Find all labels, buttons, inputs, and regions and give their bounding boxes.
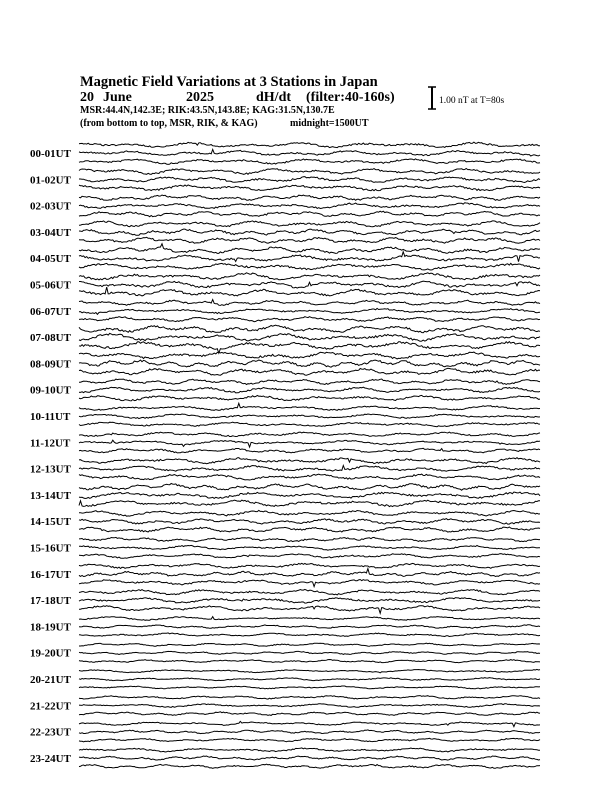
trace-kag (79, 458, 540, 464)
quantity-label: dH/dt (256, 90, 292, 105)
scale-bar (428, 87, 504, 109)
row-label: 21-22UT (30, 700, 71, 713)
row-label: 04-05UT (30, 253, 71, 266)
trace-kag (79, 273, 540, 280)
trace-kag (79, 352, 540, 359)
trace-rik (79, 177, 540, 183)
trace-msr (79, 660, 540, 663)
trace-kag (79, 484, 540, 491)
trace-kag (79, 669, 540, 672)
trace-rik (79, 569, 540, 577)
row-label: 20-21UT (30, 674, 71, 686)
trace-rik (79, 333, 540, 341)
row-label: 03-04UT (30, 226, 71, 239)
trace-msr (79, 764, 540, 768)
trace-rik (79, 598, 540, 604)
row-label: 06-07UT (30, 305, 71, 318)
trace-rik (79, 387, 540, 393)
trace-kag (79, 379, 540, 385)
trace-kag (79, 696, 540, 700)
trace-rik (79, 545, 540, 550)
trace-rik (79, 730, 540, 734)
trace-msr (79, 500, 540, 507)
trace-kag (79, 221, 540, 227)
trace-msr (79, 317, 540, 322)
trace-msr (79, 368, 540, 375)
trace-rik (79, 414, 540, 419)
row-label: 17-18UT (30, 595, 71, 608)
row-label: 08-09UT (30, 358, 71, 371)
trace-msr (79, 448, 540, 453)
trace-msr (79, 263, 540, 270)
trace-kag (79, 403, 540, 410)
date-day: 20 (80, 90, 94, 105)
trace-rik (79, 308, 540, 314)
trace-msr (79, 606, 540, 614)
trace-msr (79, 712, 540, 716)
trace-kag (79, 244, 540, 254)
trace-rik (79, 625, 540, 629)
row-label: 16-17UT (30, 568, 71, 581)
trace-rik (79, 440, 540, 447)
row-label: 22-23UT (30, 726, 71, 739)
row-label: 09-10UT (30, 384, 71, 397)
trace-kag (79, 510, 540, 516)
row-label: 01-02UT (30, 174, 71, 187)
trace-msr (79, 395, 540, 401)
trace-kag (79, 300, 540, 306)
trace-kag (79, 589, 540, 595)
trace-kag (79, 195, 540, 200)
trace-kag (79, 721, 540, 726)
trace-msr (79, 474, 540, 480)
trace-kag (79, 537, 540, 541)
filter-label: (filter:40-160s) (306, 90, 395, 105)
order-note: (from bottom to top, MSR, RIK, & KAG) (80, 118, 258, 129)
hour-rows (30, 142, 540, 768)
stations-line: MSR:44.4N,142.3E; RIK:43.5N,143.8E; KAG:31.5N,130.7E (80, 105, 335, 116)
trace-msr (79, 185, 540, 191)
row-label: 12-13UT (30, 463, 71, 476)
trace-msr (79, 342, 540, 354)
trace-msr (79, 633, 540, 637)
trace-msr (79, 211, 540, 217)
trace-rik (79, 651, 540, 654)
row-label: 05-06UT (30, 279, 71, 292)
trace-msr (79, 237, 540, 243)
trace-kag (79, 169, 540, 175)
date-month: June (103, 90, 132, 105)
trace-msr (79, 159, 540, 165)
trace-kag (79, 643, 540, 646)
row-label: 23-24UT (30, 752, 71, 765)
row-label: 14-15UT (30, 516, 71, 529)
trace-kag (79, 325, 540, 333)
trace-msr (79, 422, 540, 427)
trace-msr (79, 554, 540, 559)
row-label: 19-20UT (30, 647, 71, 660)
trace-rik (79, 492, 540, 499)
trace-msr (79, 287, 540, 296)
trace-rik (79, 229, 540, 235)
trace-kag (79, 563, 540, 568)
trace-rik (79, 203, 540, 209)
trace-rik (79, 704, 540, 708)
row-label: 02-03UT (30, 200, 71, 213)
trace-msr (79, 686, 540, 689)
chart-header (80, 74, 395, 129)
trace-kag (79, 617, 540, 621)
trace-kag (79, 142, 540, 148)
trace-msr (79, 580, 540, 587)
trace-rik (79, 149, 540, 156)
scale-bar-label: 1.00 nT at T=80s (439, 96, 505, 106)
row-label: 13-14UT (30, 489, 71, 502)
row-label: 07-08UT (30, 332, 71, 345)
trace-rik (79, 281, 540, 288)
trace-rik (79, 756, 540, 760)
row-label: 00-01UT (30, 148, 71, 160)
row-label: 11-12UT (30, 437, 71, 450)
trace-rik (79, 466, 540, 472)
row-label: 15-16UT (30, 542, 71, 555)
midnight-note: midnight=1500UT (290, 118, 369, 129)
trace-kag (79, 748, 540, 752)
trace-rik (79, 252, 540, 262)
row-label: 18-19UT (30, 621, 71, 634)
trace-rik (79, 360, 540, 367)
chart-title: Magnetic Field Variations at 3 Stations in Japan (80, 74, 378, 90)
trace-rik (79, 519, 540, 525)
trace-msr (79, 527, 540, 532)
trace-rik (79, 678, 540, 681)
row-label: 10-11UT (30, 411, 71, 423)
date-year: 2025 (186, 90, 214, 105)
trace-msr (79, 738, 540, 742)
trace-kag (79, 432, 540, 436)
